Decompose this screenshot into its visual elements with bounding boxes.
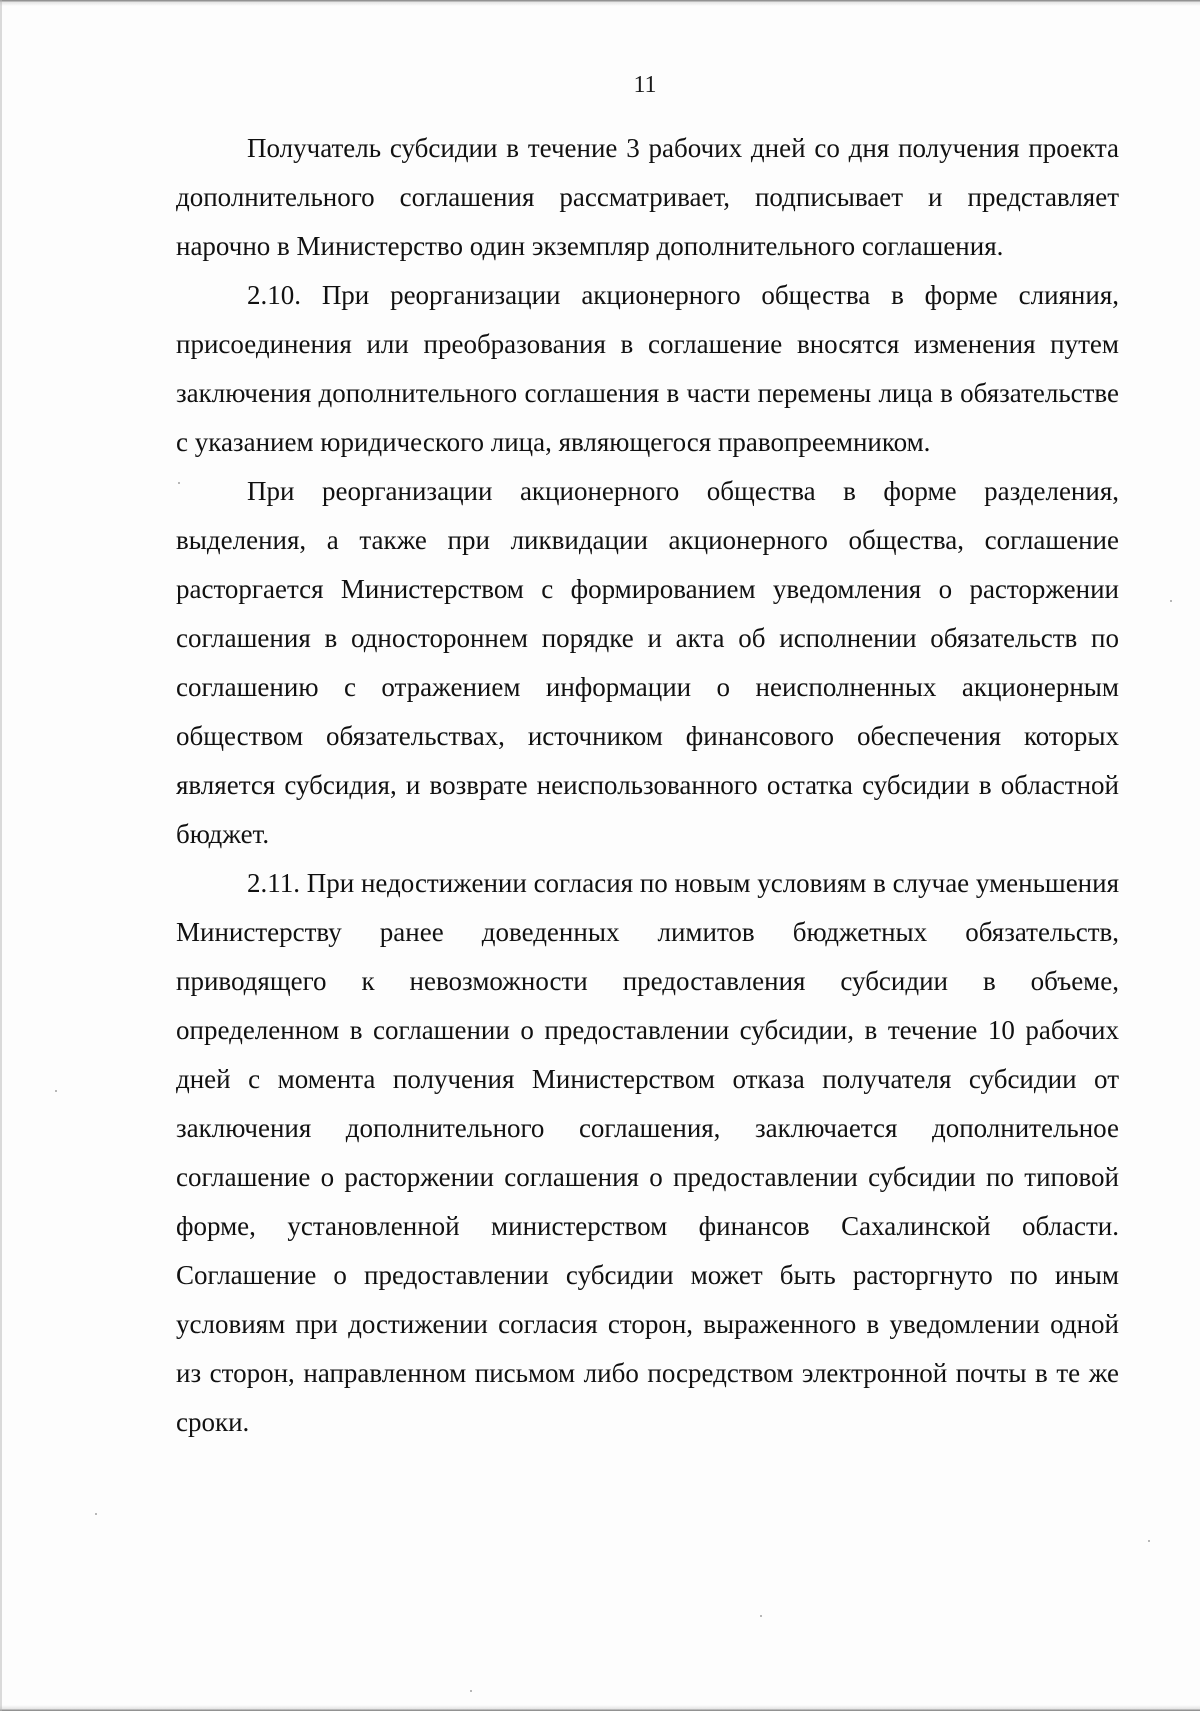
scan-edge-top [0,0,1200,6]
page-number: 11 [633,72,657,98]
scan-speck [1170,600,1172,602]
scan-speck [55,1090,57,1092]
paragraph-termination-on-division: При реорганизации акционерного общества в форме разделения, выделения, а также при ликвидации акционерного общества, соглашение расторгается Министерством с формированием уведомления о расторжении соглашения в одностороннем порядке и акта об исполнении обязательств по соглашению с отражением информации о неисполненных акционерным обществом обязательствах, источником финансового обеспечения которых является субсидия, и возврате неиспользованного остатка субсидии в областной бюджет. [176,476,1119,849]
paragraph-recipient-review: Получатель субсидии в течение 3 рабочих дней со дня получения проекта дополнительного соглашения рассматривает, подписывает и представляет нарочно в Министерство один экземпляр дополнительного соглашения. [176,133,1119,261]
document-body [176,124,1119,1447]
scan-speck [470,1690,472,1692]
paragraph-2-11-disagreement: 2.11. При недостижении согласия по новым условиям в случае уменьшения Министерству ранее доведенных лимитов бюджетных обязательств, приводящего к невозможности предоставления субсидии в объеме, определенном в соглашении о предоставлении субсидии, в течение 10 рабочих дней с момента получения Министерством отказа получателя субсидии от заключения дополнительного соглашения, заключается дополнительное соглашение о расторжении соглашения о предоставлении субсидии по типовой форме, установленной министерством финансов Сахалинской области. Соглашение о предоставлении субсидии может быть расторгнуто по иным условиям при достижении согласия сторон, выраженного в уведомлении одной из сторон, направленном письмом либо посредством электронной почты в те же сроки. [176,868,1119,1437]
scan-edge-left [0,0,2,1711]
scan-speck [760,1615,762,1617]
scan-edge-bottom [0,1705,1200,1711]
scan-speck [95,1513,97,1515]
paragraph-2-10-reorganization: 2.10. При реорганизации акционерного общества в форме слияния, присоединения или преобразования в соглашение вносятся изменения путем заключения дополнительного соглашения в части перемены лица в обязательстве с указанием юридического лица, являющегося правопреемником. [176,280,1119,457]
scan-speck [1148,1540,1150,1542]
